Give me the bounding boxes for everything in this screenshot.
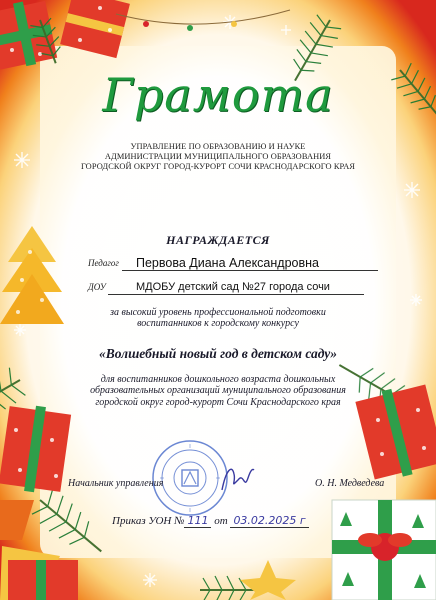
order-from: от	[214, 515, 228, 527]
certificate-title: Грамота	[102, 68, 334, 122]
org-line-2: АДМИНИСТРАЦИИ МУНИЦИПАЛЬНОГО ОБРАЗОВАНИЯ	[104, 152, 332, 161]
org-line-3: ГОРОДСКОЙ ОКРУГ ГОРОД-КУРОРТ СОЧИ КРАСНОДАРСКОГО КРАЯ	[80, 162, 356, 171]
issuing-organization	[0, 142, 436, 172]
order-number: 111	[184, 514, 211, 528]
dou-label: ДОУ	[88, 282, 106, 292]
contest-audience	[0, 374, 436, 408]
teacher-name: Первова Диана Александровна	[136, 256, 319, 270]
teacher-underline	[122, 270, 378, 271]
reason-line-1: за высокий уровень профессиональной подготовки	[110, 307, 326, 318]
awarded-heading: НАГРАЖДАЕТСЯ	[166, 233, 270, 247]
dou-underline	[108, 294, 364, 295]
reason-line-2: воспитанников к городскому конкурсу	[137, 318, 299, 329]
teacher-label: Педагог	[88, 258, 119, 268]
dou-row	[88, 281, 330, 293]
signatory-title: Начальник управления	[68, 478, 164, 489]
order-prefix: Приказ УОН №	[112, 515, 185, 527]
signatory-name: О. Н. Медведева	[315, 478, 385, 489]
dou-value: МДОБУ детский сад №27 города сочи	[136, 281, 330, 293]
signature	[218, 460, 258, 496]
contest-name: «Волшебный новый год в детском саду»	[98, 346, 338, 361]
order-line	[112, 514, 309, 528]
audience-line-1: для воспитанников дошкольного возраста дошкольных	[100, 374, 336, 385]
award-reason	[0, 307, 436, 329]
order-date: 03.02.2025 г	[230, 514, 308, 528]
org-line-1: УПРАВЛЕНИЕ ПО ОБРАЗОВАНИЮ И НАУКЕ	[130, 142, 306, 151]
teacher-row	[88, 256, 319, 270]
audience-line-2: образовательных организаций муниципального образования	[90, 385, 346, 397]
audience-line-3: городской округ город-курорт Сочи Краснодарского края	[95, 396, 341, 408]
